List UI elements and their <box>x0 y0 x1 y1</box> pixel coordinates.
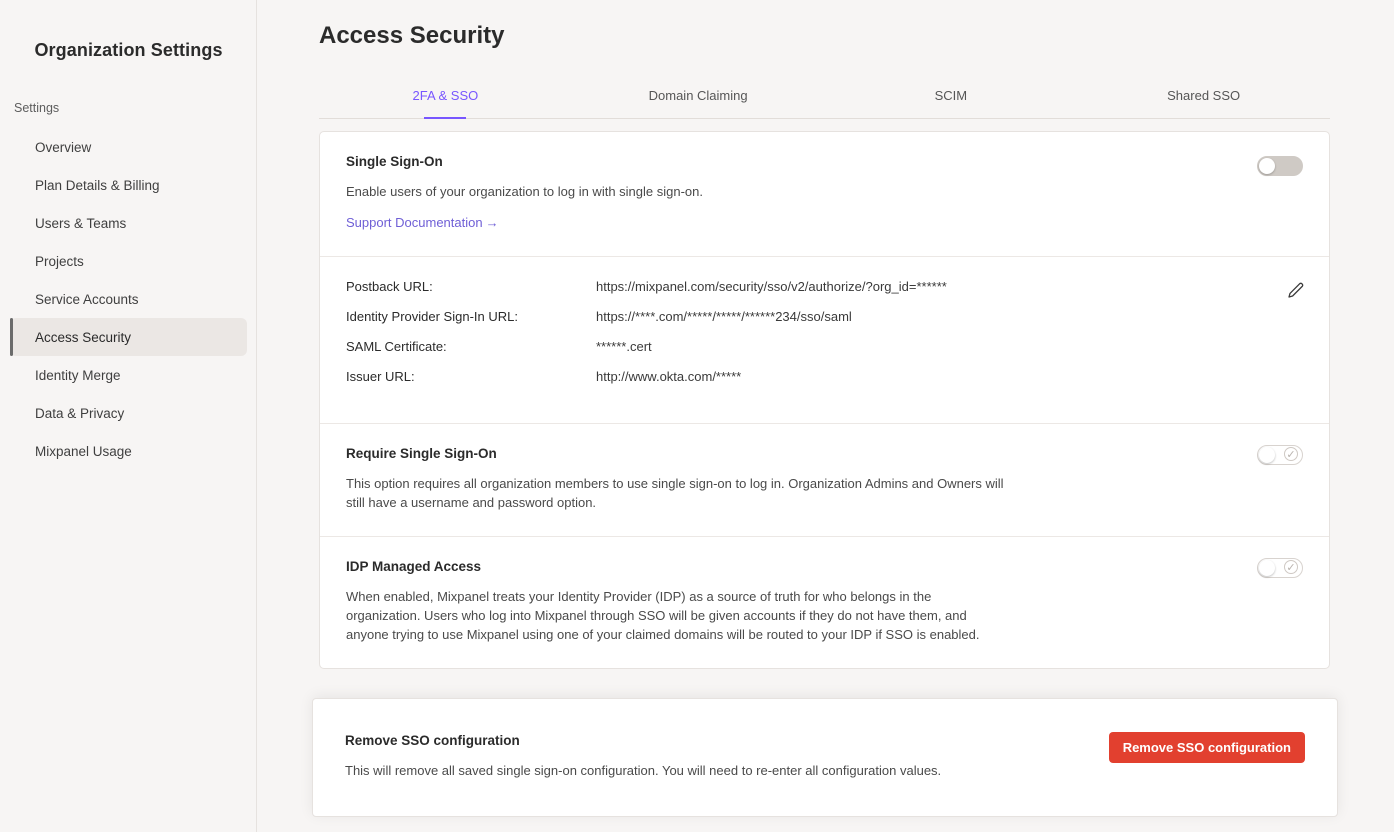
sidebar-item-label: Projects <box>35 253 84 269</box>
config-row <box>346 309 1303 324</box>
require-single-sign-on-description: This option requires all organization members to use single sign-on to log in. Organization Admins and Owners will still have a username and password option. <box>346 476 1004 510</box>
check-icon: ✓ <box>1284 447 1298 461</box>
sidebar <box>0 0 257 832</box>
sidebar-item-label: Service Accounts <box>35 291 139 307</box>
config-value: http://www.okta.com/***** <box>596 369 742 384</box>
sidebar-item-label: Mixpanel Usage <box>35 443 132 459</box>
section-require-single-sign-on <box>320 424 1329 537</box>
page-title: Access Security <box>319 22 505 49</box>
sidebar-item-plan-details-billing[interactable] <box>10 166 247 204</box>
tab-label: Domain Claiming <box>648 88 748 103</box>
tab-bar <box>319 80 1330 119</box>
sidebar-group-label: Settings <box>14 101 60 115</box>
config-key: Issuer URL: <box>346 369 415 384</box>
support-documentation-label: Support Documentation <box>346 215 483 230</box>
sidebar-item-label: Plan Details & Billing <box>35 177 160 193</box>
config-key: SAML Certificate: <box>346 339 447 354</box>
idp-managed-access-description: When enabled, Mixpanel treats your Identity Provider (IDP) as a source of truth for who belongs in the organization. Users who log into Mixpanel through SSO will be given accounts if they do not have them, and anyone trying to use Mixpanel using one of your claimed domains will be routed to your IDP if SSO is enabled. <box>346 589 980 642</box>
config-key: Postback URL: <box>346 279 433 294</box>
config-value: https://mixpanel.com/security/sso/v2/authorize/?org_id=****** <box>596 279 947 294</box>
sidebar-item-projects[interactable] <box>10 242 247 280</box>
sidebar-item-label: Users & Teams <box>35 215 127 231</box>
sidebar-item-identity-merge[interactable] <box>10 356 247 394</box>
tab-label: Shared SSO <box>1167 88 1241 103</box>
config-row <box>346 279 1303 294</box>
single-sign-on-toggle[interactable] <box>1257 156 1303 176</box>
arrow-right-icon: → <box>485 215 499 230</box>
single-sign-on-description: Enable users of your organization to log in with single sign-on. <box>346 184 703 199</box>
sidebar-item-service-accounts[interactable] <box>10 280 247 318</box>
sidebar-item-label: Identity Merge <box>35 367 121 383</box>
config-key: Identity Provider Sign-In URL: <box>346 309 518 324</box>
toggle-knob <box>1259 158 1275 174</box>
remove-sso-configuration-panel <box>312 698 1338 817</box>
sidebar-item-users-teams[interactable] <box>10 204 247 242</box>
config-row <box>346 339 1303 354</box>
sidebar-item-access-security[interactable] <box>10 318 247 356</box>
remove-sso-description: This will remove all saved single sign-on configuration. You will need to re-enter all configuration values. <box>345 763 942 778</box>
tab-label: 2FA & SSO <box>412 88 479 103</box>
check-icon: ✓ <box>1284 560 1298 574</box>
config-value: ******.cert <box>596 339 652 354</box>
sidebar-item-overview[interactable] <box>10 128 247 166</box>
sidebar-item-label: Access Security <box>35 329 132 345</box>
require-single-sign-on-toggle[interactable] <box>1257 445 1303 465</box>
support-documentation-link[interactable] <box>346 215 499 230</box>
idp-managed-access-toggle[interactable] <box>1257 558 1303 578</box>
pencil-icon[interactable] <box>1285 279 1307 301</box>
organization-settings-title: Organization Settings <box>34 40 223 60</box>
section-single-sign-on <box>320 132 1329 257</box>
sidebar-item-label: Data & Privacy <box>35 405 125 421</box>
tab-scim[interactable] <box>825 80 1078 118</box>
remove-sso-configuration-button[interactable]: Remove SSO configuration <box>1109 732 1305 763</box>
settings-card <box>319 131 1330 669</box>
tab-domain-claiming[interactable] <box>572 80 825 118</box>
remove-sso-title: Remove SSO configuration <box>345 733 520 748</box>
sidebar-nav <box>10 128 247 470</box>
tab-2fa-sso[interactable] <box>319 80 572 118</box>
require-single-sign-on-title: Require Single Sign-On <box>346 446 497 461</box>
section-sso-configuration <box>320 257 1329 424</box>
sidebar-item-mixpanel-usage[interactable] <box>10 432 247 470</box>
config-row <box>346 369 1303 384</box>
config-value: https://****.com/*****/*****/******234/sso/saml <box>596 309 852 324</box>
tab-shared-sso[interactable] <box>1077 80 1330 118</box>
sidebar-item-data-privacy[interactable] <box>10 394 247 432</box>
tab-label: SCIM <box>934 88 968 103</box>
idp-managed-access-title: IDP Managed Access <box>346 559 482 574</box>
sidebar-item-label: Overview <box>35 139 92 155</box>
toggle-knob <box>1259 560 1275 576</box>
section-idp-managed-access <box>320 537 1329 668</box>
single-sign-on-title: Single Sign-On <box>346 154 443 169</box>
toggle-knob <box>1259 447 1275 463</box>
